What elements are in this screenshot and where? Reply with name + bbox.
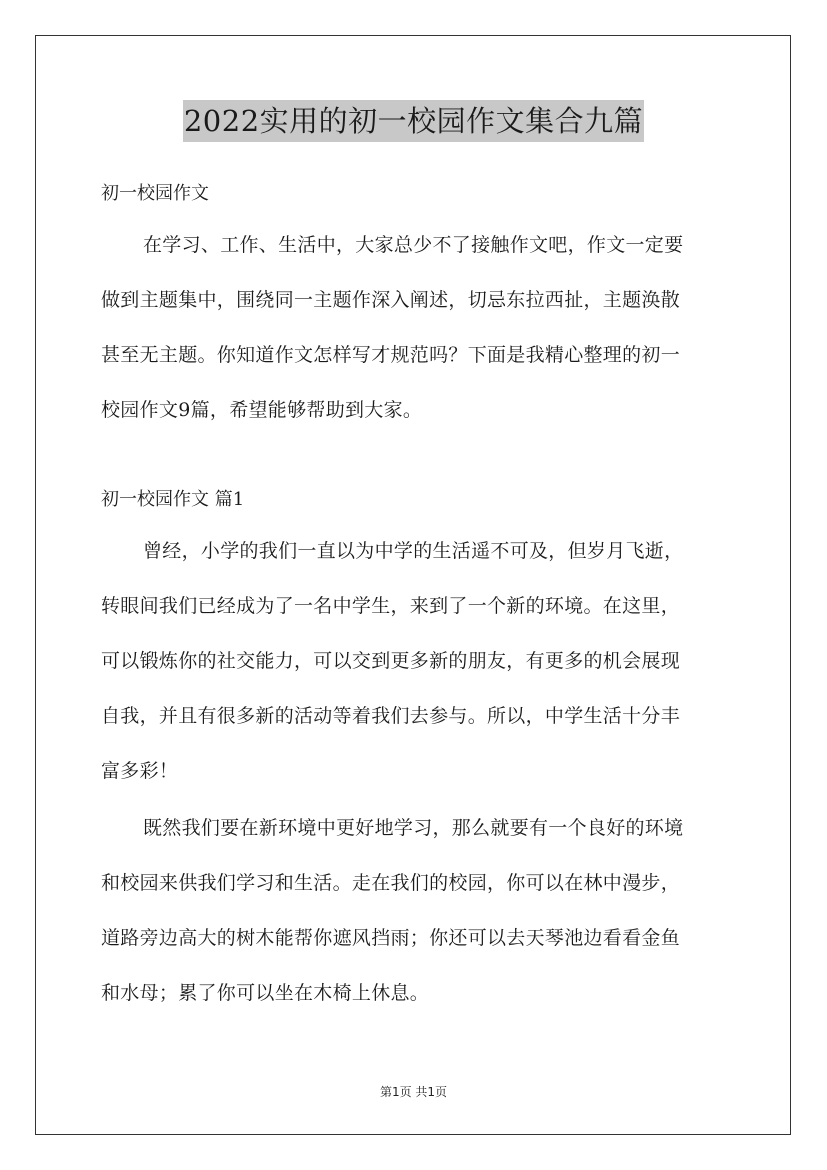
paragraph-line: 转眼间我们已经成为了一名中学生，来到了一个新的环境。在这里，	[101, 595, 681, 617]
title-container	[0, 100, 827, 142]
intro-line: 甚至无主题。你知道作文怎样写才规范吗？下面是我精心整理的初一	[101, 344, 681, 366]
paragraph-line: 曾经，小学的我们一直以为中学的生活遥不可及，但岁月飞逝，	[143, 540, 684, 562]
document-body	[101, 172, 741, 1021]
paragraph-line: 和校园来供我们学习和生活。走在我们的校园，你可以在林中漫步，	[101, 872, 681, 894]
intro-line: 做到主题集中，围绕同一主题作深入阐述，切忌东拉西扯，主题涣散	[101, 289, 681, 311]
paragraph-2	[101, 801, 741, 1021]
document-title: 2022实用的初一校园作文集合九篇	[183, 100, 644, 142]
intro-paragraph	[101, 218, 741, 438]
intro-line: 在学习、工作、生活中，大家总少不了接触作文吧，作文一定要	[143, 234, 684, 256]
section-heading: 初一校园作文 篇1	[101, 489, 245, 510]
intro-heading: 初一校园作文	[101, 183, 209, 204]
paragraph-1	[101, 524, 741, 799]
paragraph-line: 可以锻炼你的社交能力，可以交到更多新的朋友，有更多的机会展现	[101, 650, 681, 672]
intro-line: 校园作文9篇，希望能够帮助到大家。	[101, 399, 423, 421]
page-footer: 第1页 共1页	[379, 1085, 448, 1099]
paragraph-line: 既然我们要在新环境中更好地学习，那么就要有一个良好的环境	[143, 817, 684, 839]
paragraph-line: 富多彩！	[101, 760, 179, 782]
paragraph-line: 和水母；累了你可以坐在木椅上休息。	[101, 982, 430, 1004]
paragraph-line: 自我，并且有很多新的活动等着我们去参与。所以，中学生活十分丰	[101, 705, 681, 727]
paragraph-line: 道路旁边高大的树木能帮你遮风挡雨；你还可以去天琴池边看看金鱼	[101, 927, 681, 949]
